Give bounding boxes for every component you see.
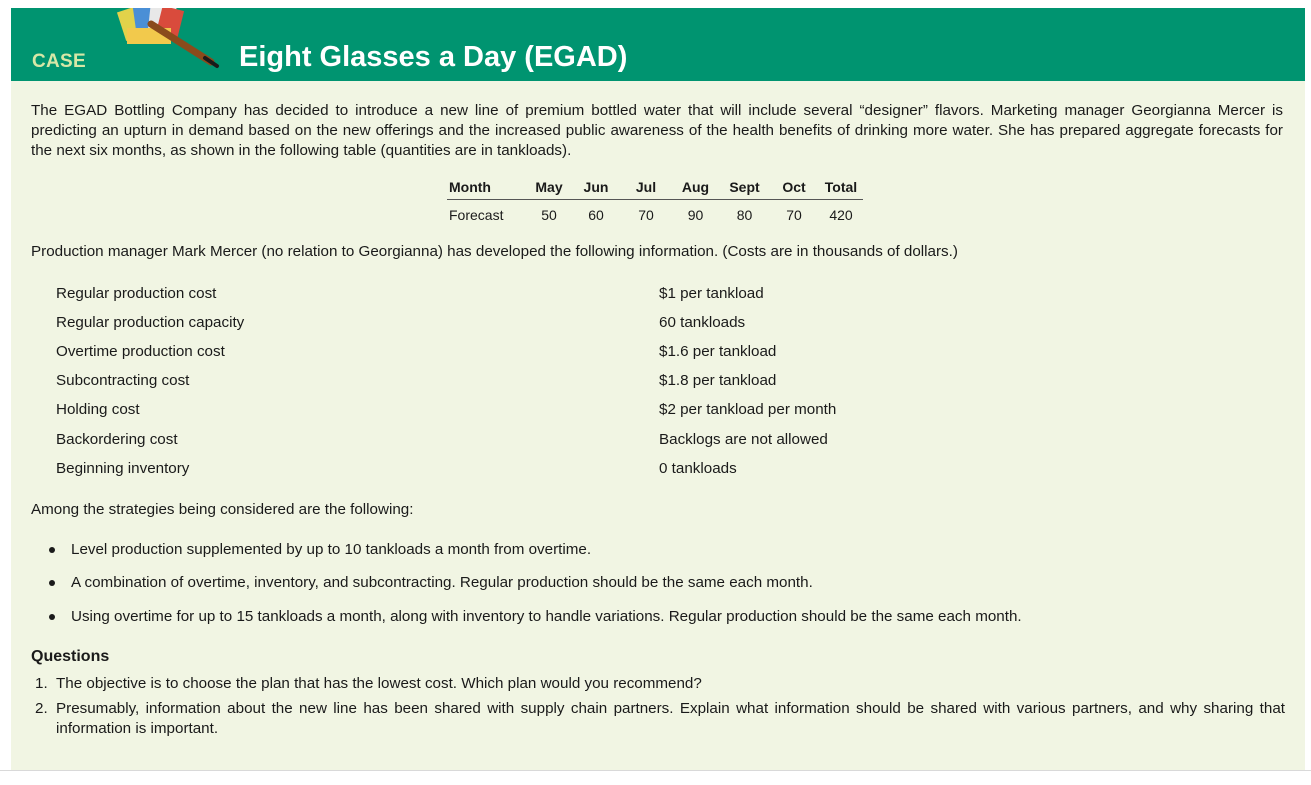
table-cell: 60 xyxy=(588,207,604,223)
table-cell: Forecast xyxy=(449,207,504,223)
case-label: CASE xyxy=(32,51,86,72)
cost-info-value: $2 per tankload per month xyxy=(659,401,837,418)
table-header-cell: Sept xyxy=(720,176,769,200)
table-cell: 70 xyxy=(638,207,654,223)
case-banner xyxy=(11,8,1305,81)
table-header-cell: Aug xyxy=(671,176,720,200)
table-cell: 70 xyxy=(786,207,802,223)
cost-info-label: Backordering cost xyxy=(56,431,178,448)
strategies-intro: Among the strategies being considered are the following: xyxy=(31,501,414,518)
case-page xyxy=(11,8,1305,770)
table-cell: 90 xyxy=(687,207,704,223)
production-intro: Production manager Mark Mercer (no relation to Georgianna) has developed the following information. (Costs are in thousands of dollars.) xyxy=(31,243,958,260)
case-logo-icon xyxy=(99,8,229,72)
question-text: Presumably, information about the new line has been shared with supply chain partners. Explain what information should be shared with various partners, and why sharing that information is important. xyxy=(56,700,1285,737)
strategy-text: Level production supplemented by up to 10 tankloads a month from overtime. xyxy=(71,541,592,558)
cost-info-value: Backlogs are not allowed xyxy=(659,431,828,448)
table-header-cell: Jun xyxy=(571,176,621,200)
question-number: 2. xyxy=(35,700,48,717)
cost-info-label: Subcontracting cost xyxy=(56,372,190,389)
bullet-icon xyxy=(49,547,55,553)
questions-heading: Questions xyxy=(31,648,110,665)
table-header-cell: Jul xyxy=(621,176,671,200)
cost-info-value: 60 tankloads xyxy=(659,314,746,331)
cost-info-value: $1.6 per tankload xyxy=(659,343,777,360)
table-cell: 50 xyxy=(541,207,557,223)
bullet-icon xyxy=(49,580,55,586)
cost-info-value: $1 per tankload xyxy=(659,285,764,302)
strategy-text: A combination of overtime, inventory, and subcontracting. Regular production should be the same each month. xyxy=(71,574,813,591)
intro-paragraph: The EGAD Bottling Company has decided to introduce a new line of premium bottled water that will include several “designer” flavors. Marketing manager Georgianna Mercer is predicting an upturn in demand based on the new offerings and the increased public awareness of the health benefits of drinking more water. She has prepared aggregate forecasts for the next six months, as shown in the following table (quantities are in tankloads). xyxy=(31,102,1283,159)
question-text: The objective is to choose the plan that has the lowest cost. Which plan would you recommend? xyxy=(56,675,702,692)
case-title: Eight Glasses a Day (EGAD) xyxy=(239,41,628,73)
strategy-text: Using overtime for up to 15 tankloads a month, along with inventory to handle variations. Regular production should be the same each month. xyxy=(71,608,1022,625)
question-number: 1. xyxy=(35,675,48,692)
table-header-cell: Oct xyxy=(769,176,819,200)
table-header-cell: May xyxy=(527,176,571,200)
table-cell: 420 xyxy=(829,207,853,223)
table-header-cell: Total xyxy=(819,176,863,200)
table-row xyxy=(447,200,863,224)
table-header-row xyxy=(447,176,863,200)
cost-info-value: 0 tankloads xyxy=(659,460,737,477)
forecast-table xyxy=(447,176,863,223)
cost-info-label: Beginning inventory xyxy=(56,460,190,477)
cost-info-value: $1.8 per tankload xyxy=(659,372,777,389)
cost-info-label: Regular production cost xyxy=(56,285,217,302)
cost-info-label: Overtime production cost xyxy=(56,343,225,360)
cost-info-label: Holding cost xyxy=(56,401,140,418)
table-header-cell: Month xyxy=(447,176,527,200)
page-divider xyxy=(0,770,1311,771)
cost-info-label: Regular production capacity xyxy=(56,314,245,331)
table-cell: 80 xyxy=(736,207,753,223)
bullet-icon xyxy=(49,614,55,620)
